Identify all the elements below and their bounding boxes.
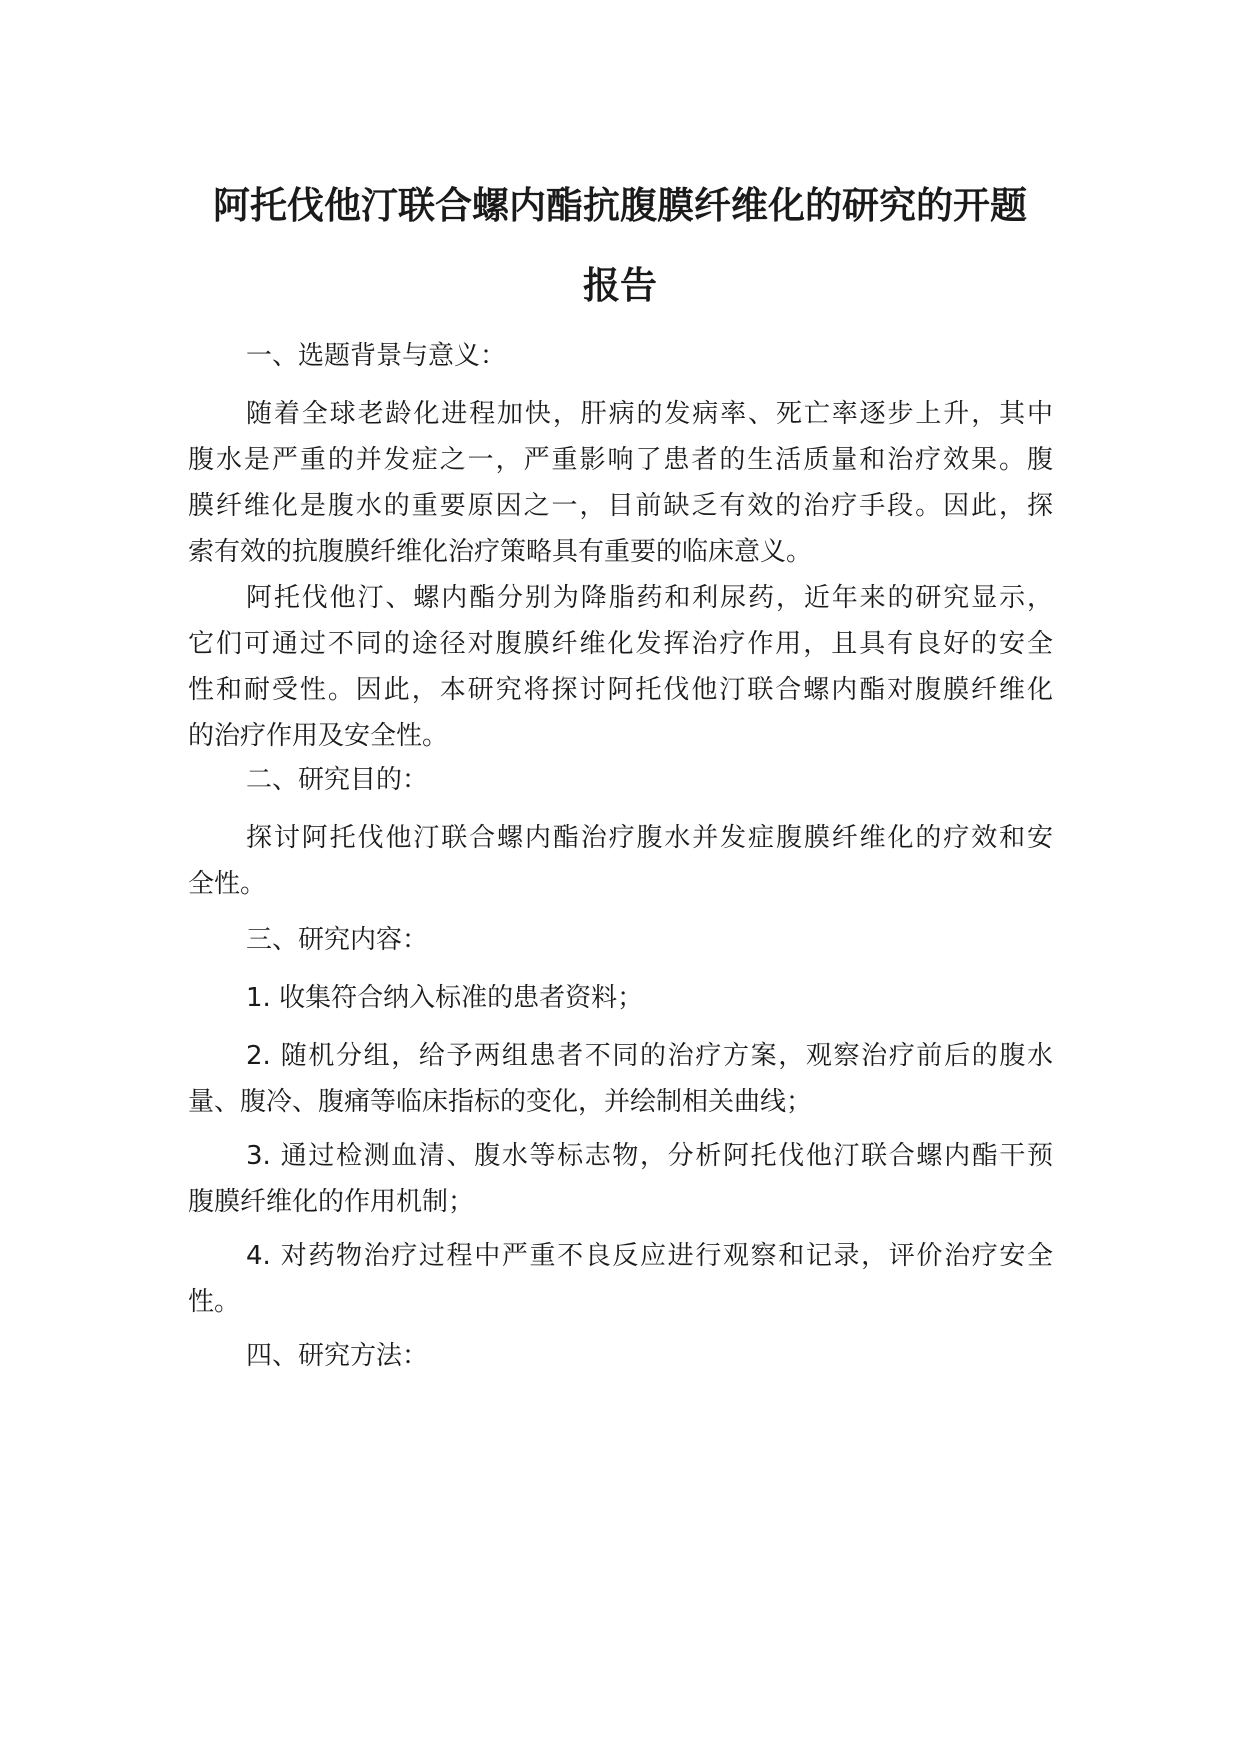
paragraph-purpose: 探讨阿托伐他汀联合螺内酯治疗腹水并发症腹膜纤维化的疗效和安 全性。 xyxy=(188,823,1053,899)
section-heading-content: 三、研究内容： xyxy=(246,925,429,955)
list-item-3: 3. 通过检测血清、腹水等标志物，分析阿托伐他汀联合螺内酯干预 腹膜纤维化的作用机制； xyxy=(188,1141,1053,1217)
section-heading-background: 一、选题背景与意义： xyxy=(246,341,507,371)
paragraph-background-1: 随着全球老龄化进程加快，肝病的发病率、死亡率逐步上升，其中 腹水是严重的并发症之一，严重影响了患者的生活质量和治疗效果。腹 膜纤维化是腹水的重要原因之一，目前缺乏有效的治疗手段。因此，探 索有效的抗腹膜纤维化治疗策略具有重要的临床意义。 xyxy=(188,399,1053,567)
paragraph-background-2: 阿托伐他汀、螺内酯分别为降脂药和利尿药，近年来的研究显示， 它们可通过不同的途径对腹膜纤维化发挥治疗作用，且具有良好的安全 性和耐受性。因此，本研究将探讨阿托伐他汀联合螺内酯对腹膜纤维化 的治疗作用及安全性。 xyxy=(188,583,1053,751)
section-heading-methods: 四、研究方法： xyxy=(246,1341,429,1371)
section-heading-purpose: 二、研究目的： xyxy=(246,765,429,795)
list-item-2: 2. 随机分组，给予两组患者不同的治疗方案，观察治疗前后的腹水 量、腹冷、腹痛等临床指标的变化，并绘制相关曲线； xyxy=(188,1041,1053,1117)
list-item-1: 1. 收集符合纳入标准的患者资料； xyxy=(246,983,644,1013)
document-title-line-1: 阿托伐他汀联合螺内酯抗腹膜纤维化的研究的开题 xyxy=(213,184,1027,227)
document-title-line-2: 报告 xyxy=(583,264,657,307)
list-item-4: 4. 对药物治疗过程中严重不良反应进行观察和记录，评价治疗安全 性。 xyxy=(188,1241,1053,1317)
